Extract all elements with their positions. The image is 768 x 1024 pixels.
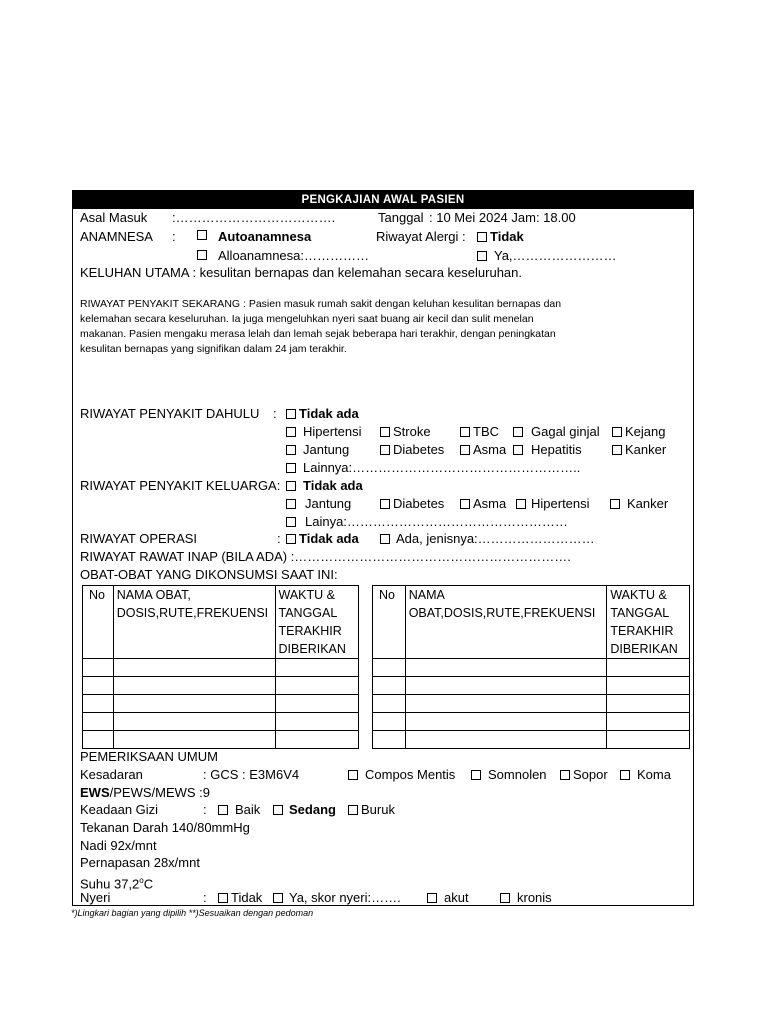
ews-score: EWS/PEWS/MEWS :9: [80, 785, 211, 800]
anamnesa-colon: :: [172, 229, 176, 244]
alloanamnesa-checkbox[interactable]: [197, 250, 207, 260]
alloanamnesa-option[interactable]: [197, 247, 210, 263]
table-row[interactable]: [83, 695, 359, 713]
somnolen-checkbox[interactable]: [471, 770, 481, 780]
nyeri-tidak-checkbox[interactable]: [218, 893, 228, 903]
keluarga-jantung-checkbox[interactable]: [286, 499, 296, 509]
autoanamnesa-checkbox[interactable]: [197, 230, 207, 240]
obat-section-title: OBAT-OBAT YANG DIKONSUMSI SAAT INI:: [80, 567, 338, 582]
alergi-tidak-option[interactable]: Tidak: [477, 229, 524, 245]
pemeriksaan-title: PEMERIKSAAN UMUM: [80, 749, 218, 764]
tanggal-label: Tanggal: [378, 210, 424, 225]
dahulu-kanker-option[interactable]: Kanker: [612, 442, 666, 458]
keluarga-diabetes-option[interactable]: Diabetes: [380, 496, 444, 512]
operasi-ada-option[interactable]: Ada, jenisnya:………………………: [380, 531, 595, 547]
gizi-sedang-checkbox[interactable]: [273, 805, 283, 815]
operasi-tidak-ada-checkbox[interactable]: [286, 534, 296, 544]
pernapasan: Pernapasan 28x/mnt: [80, 855, 200, 870]
riwayat-sekarang-line: kesulitan bernapas yang signifikan dalam 24 jam terakhir.: [80, 343, 347, 355]
suhu: Suhu 37,2$^o$C: [80, 876, 154, 892]
col-waktu-tanggal: WAKTU & TANGGAL TERAKHIR DIBERIKAN: [275, 586, 358, 659]
table-row[interactable]: [373, 659, 690, 677]
operasi-tidak-ada-option[interactable]: Tidak ada: [286, 531, 359, 547]
table-row[interactable]: [83, 677, 359, 695]
table-row[interactable]: [83, 713, 359, 731]
keluarga-kanker-checkbox[interactable]: [610, 499, 620, 509]
col-nama-obat: NAMA OBAT, DOSIS,RUTE,FREKUENSI: [113, 586, 275, 659]
nyeri-ya-checkbox[interactable]: [273, 893, 283, 903]
dahulu-kejang-option[interactable]: Kejang: [612, 424, 665, 440]
nyeri-akut-checkbox[interactable]: [427, 893, 437, 903]
nyeri-kronis-option[interactable]: kronis: [500, 890, 552, 906]
asal-masuk-label: Asal Masuk: [80, 210, 148, 225]
table-row[interactable]: [373, 677, 690, 695]
asal-masuk-field[interactable]: :……………………………….: [172, 210, 336, 225]
col-no: No: [83, 586, 114, 659]
keluarga-lainya-checkbox[interactable]: [286, 517, 296, 527]
riwayat-operasi-colon: :: [277, 531, 281, 546]
jantung-checkbox[interactable]: [286, 445, 296, 455]
nadi: Nadi 92x/mnt: [80, 838, 157, 853]
riwayat-operasi-label: RIWAYAT OPERASI: [80, 531, 198, 546]
riwayat-sekarang-line: kelemahan secara keseluruhan. Ia juga mengeluhkan nyeri saat buang air kecil dan sulit menelan: [80, 313, 534, 325]
riwayat-sekarang-line: RIWAYAT PENYAKIT SEKARANG : Pasien masuk rumah sakit dengan keluhan kesulitan bernapas dan: [80, 298, 562, 310]
riwayat-alergi-label: Riwayat Alergi :: [376, 229, 466, 244]
riwayat-dahulu-colon: :: [273, 406, 277, 421]
kanker-checkbox[interactable]: [612, 445, 622, 455]
gizi-baik-option[interactable]: Baik: [218, 802, 260, 818]
gagal-ginjal-checkbox[interactable]: [513, 427, 523, 437]
keluarga-jantung-option[interactable]: Jantung: [286, 496, 351, 512]
diabetes-checkbox[interactable]: [380, 445, 390, 455]
sopor-option[interactable]: Sopor: [560, 767, 608, 783]
nyeri-label: Nyeri: [80, 890, 111, 905]
table-row[interactable]: [83, 659, 359, 677]
col-waktu-tanggal: WAKTU & TANGGAL TERAKHIR DIBERIKAN: [607, 586, 690, 659]
alergi-tidak-checkbox[interactable]: [477, 232, 487, 242]
koma-option[interactable]: Koma: [620, 767, 671, 783]
keluarga-diabetes-checkbox[interactable]: [380, 499, 390, 509]
alergi-ya-option[interactable]: Ya,……………………: [477, 248, 617, 264]
dahulu-jantung-option[interactable]: Jantung: [286, 442, 349, 458]
keluarga-tidak-ada-option[interactable]: Tidak ada: [286, 478, 363, 494]
keadaan-gizi-label: Keadaan Gizi: [80, 802, 159, 817]
alergi-ya-checkbox[interactable]: [477, 251, 487, 261]
gizi-buruk-option[interactable]: Buruk: [348, 802, 395, 818]
keluarga-hipertensi-checkbox[interactable]: [516, 499, 526, 509]
compos-mentis-checkbox[interactable]: [348, 770, 358, 780]
stroke-checkbox[interactable]: [380, 427, 390, 437]
dahulu-lainnya-option[interactable]: Lainnya:……………………………………………..: [286, 460, 580, 476]
gizi-baik-checkbox[interactable]: [218, 805, 228, 815]
dahulu-tidak-ada-option[interactable]: Tidak ada: [286, 406, 359, 422]
hipertensi-checkbox[interactable]: [286, 427, 296, 437]
kesadaran-label: Kesadaran: [80, 767, 143, 782]
asma-checkbox[interactable]: [460, 445, 470, 455]
dahulu-diabetes-option[interactable]: Diabetes: [380, 442, 444, 458]
riwayat-sekarang-line: makanan. Pasien mengaku merasa lelah dan lemah sejak beberapa hari terakhir, dengan peningkatan: [80, 328, 556, 340]
alloanamnesa-label: Alloanamnesa:……………: [218, 248, 369, 263]
nyeri-colon: :: [203, 890, 207, 905]
form-header: PENGKAJIAN AWAL PASIEN: [73, 191, 693, 209]
dahulu-hipertensi-option[interactable]: Hipertensi: [286, 424, 362, 440]
col-no: No: [373, 586, 406, 659]
medication-table-right: [372, 585, 690, 749]
riwayat-rawat-inap: RIWAYAT RAWAT INAP (BILA ADA) :……………………………………………………….: [80, 549, 571, 564]
keluarga-lainya-option[interactable]: Lainya:……………………………………………: [286, 514, 568, 530]
keadaan-gizi-colon: :: [203, 802, 207, 817]
nyeri-kronis-checkbox[interactable]: [500, 893, 510, 903]
nyeri-tidak-option[interactable]: Tidak: [218, 890, 262, 906]
keluarga-hipertensi-option[interactable]: Hipertensi: [516, 496, 590, 512]
lainnya-checkbox[interactable]: [286, 463, 296, 473]
autoanamnesa-option[interactable]: [197, 227, 210, 243]
table-row[interactable]: [373, 713, 690, 731]
keluhan-utama: KELUHAN UTAMA : kesulitan bernapas dan kelemahan secara keseluruhan.: [80, 265, 522, 280]
footnote: *)Lingkari bagian yang dipilih **)Sesuaikan dengan pedoman: [71, 908, 314, 918]
anamnesa-label: ANAMNESA: [80, 229, 153, 244]
tekanan-darah: Tekanan Darah 140/80mmHg: [80, 820, 250, 835]
dahulu-hepatitis-option[interactable]: Hepatitis: [513, 442, 582, 458]
medication-table-left: [82, 585, 359, 749]
keluarga-kanker-option[interactable]: Kanker: [610, 496, 668, 512]
sopor-checkbox[interactable]: [560, 770, 570, 780]
dahulu-stroke-option[interactable]: Stroke: [380, 424, 431, 440]
keluarga-asma-option[interactable]: Asma: [460, 496, 506, 512]
somnolen-option[interactable]: Somnolen: [471, 767, 547, 783]
tbc-checkbox[interactable]: [460, 427, 470, 437]
operasi-ada-checkbox[interactable]: [380, 534, 390, 544]
riwayat-keluarga-label: RIWAYAT PENYAKIT KELUARGA:: [80, 478, 281, 493]
kejang-checkbox[interactable]: [612, 427, 622, 437]
dahulu-asma-option[interactable]: Asma: [460, 442, 506, 458]
keluarga-asma-checkbox[interactable]: [460, 499, 470, 509]
col-nama-obat: NAMA OBAT,DOSIS,RUTE,FREKUENSI: [405, 586, 607, 659]
nyeri-ya-option[interactable]: Ya, skor nyeri:…….: [273, 890, 401, 906]
koma-checkbox[interactable]: [620, 770, 630, 780]
gizi-buruk-checkbox[interactable]: [348, 805, 358, 815]
autoanamnesa-label: Autoanamnesa: [218, 229, 312, 244]
tanggal-value: : 10 Mei 2024 Jam: 18.00: [429, 210, 576, 225]
table-row[interactable]: [83, 731, 359, 749]
kesadaran-gcs: : GCS : E3M6V4: [203, 767, 300, 782]
dahulu-tbc-option[interactable]: TBC: [460, 424, 499, 440]
table-row[interactable]: [373, 695, 690, 713]
compos-mentis-option[interactable]: Compos Mentis: [348, 767, 455, 783]
dahulu-gagal-ginjal-option[interactable]: Gagal ginjal: [513, 424, 600, 440]
gizi-sedang-option[interactable]: Sedang: [273, 802, 336, 818]
riwayat-dahulu-label: RIWAYAT PENYAKIT DAHULU: [80, 406, 260, 421]
nyeri-akut-option[interactable]: akut: [427, 890, 469, 906]
table-row[interactable]: [373, 731, 690, 749]
assessment-form: [72, 190, 694, 906]
hepatitis-checkbox[interactable]: [513, 445, 523, 455]
dahulu-tidak-ada-checkbox[interactable]: [286, 409, 296, 419]
keluarga-tidak-ada-checkbox[interactable]: [286, 481, 296, 491]
